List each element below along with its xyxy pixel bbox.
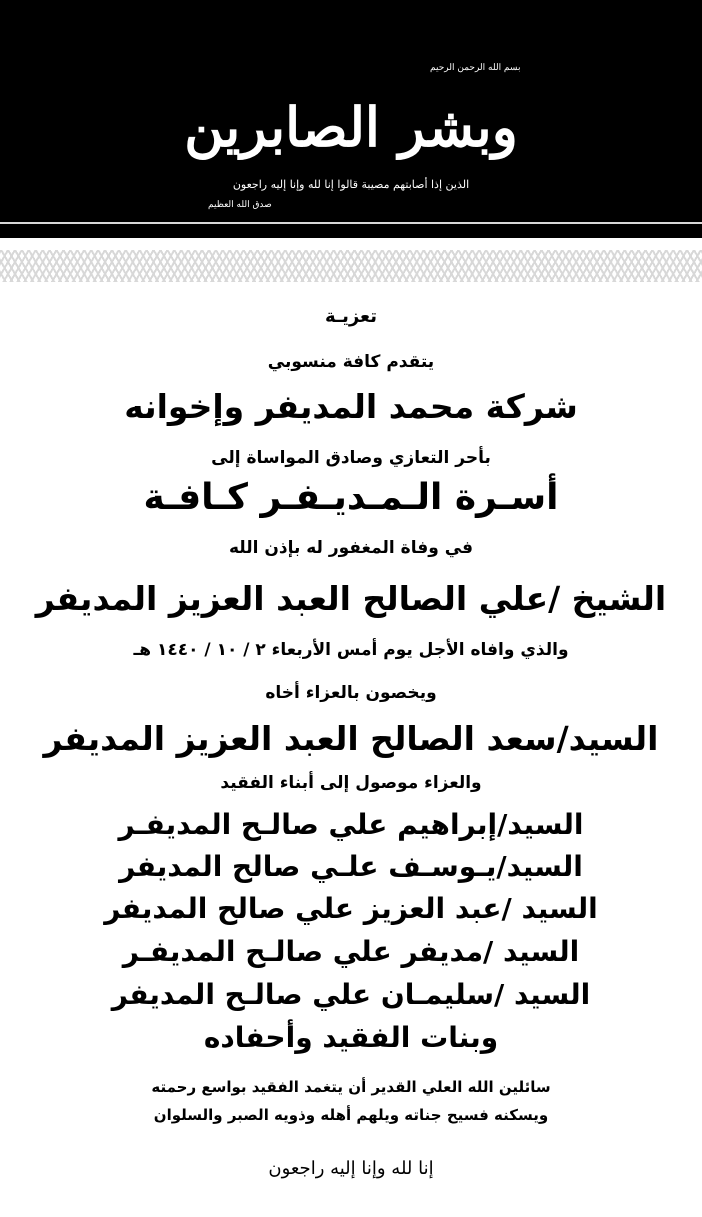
quran-verse: الذين إذا أصابتهم مصيبة قالوا إنا لله وإنا إليه راجعون [232,178,470,191]
death-date: والذي وافاه الأجل يوم أمس الأربعاء ٢ / ١٠ / ١٤٤٠ هـ [133,640,569,660]
prayer-line-2: ويسكنه فسيح جناته ويلهم أهله وذويه الصبر والسلوان [153,1106,549,1124]
header-divider [0,222,702,224]
intro: يتقدم كافة منسوبي [267,352,435,372]
death-intro: في وفاة المغفور له بإذن الله [228,538,474,558]
ornamental-band [0,250,702,282]
son-name: السيد /مديفر علي صالـح المديفـر [122,935,580,968]
basmala: بسم الله الرحمن الرحيم [430,63,521,73]
son-name: السيد/إبراهيم علي صالـح المديفـر [118,808,584,841]
title: تعزيـة [325,306,377,327]
son-name: السيد/يـوسـف علـي صالح المديفر [119,850,583,883]
closing-calligraphy: إنا لله وإنا إليه راجعون [268,1158,434,1179]
header-banner [0,0,702,238]
brother-intro: ويخصون بالعزاء أخاه [265,683,437,703]
son-name: السيد /عبد العزيز علي صالح المديفر [104,892,598,925]
daughters-line: وبنات الفقيد وأحفاده [203,1021,499,1054]
family-name: أسـرة الـمـديـفـر كـافـة [143,477,559,518]
calligraphy-title: وبشر الصابرين [184,95,518,159]
sadaq-text: صدق الله العظيم [208,200,272,210]
condolence-line: بأحر التعازي وصادق المواساة إلى [211,448,491,468]
deceased-name: الشيخ /علي الصالح العبد العزيز المديفر [35,579,667,618]
son-name: السيد /سليمـان علي صالـح المديفر [111,978,591,1011]
prayer-line-1: سائلين الله العلي القدير أن يتغمد الفقيد بواسع رحمته [151,1078,551,1096]
company-name: شركة محمد المديفر وإخوانه [124,387,578,426]
sons-intro: والعزاء موصول إلى أبناء الفقيد [220,773,482,793]
brother-name: السيد/سعد الصالح العبد العزيز المديفر [43,719,659,758]
